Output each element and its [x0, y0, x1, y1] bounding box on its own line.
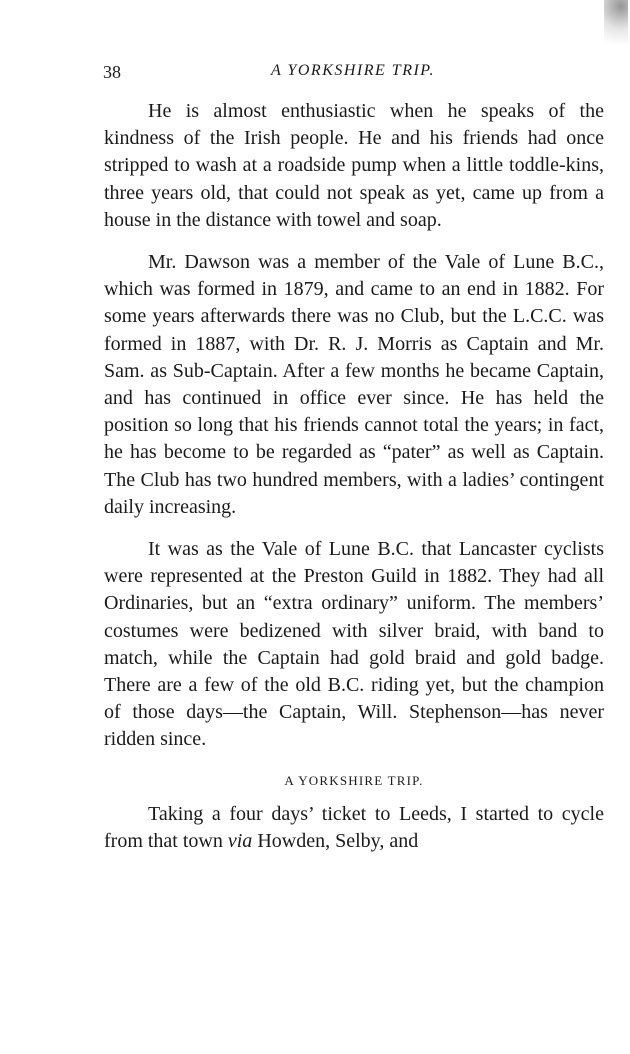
page-number: 38	[103, 62, 121, 82]
running-title: A YORKSHIRE TRIP.	[270, 62, 436, 79]
paragraph-irish-kindness: He is almost enthusiastic when he speaks of the kindness of the Irish people. He and his friends had once stripped to wash at a roadside pump when a little toddle-kins, three years old, that could not speak as yet, came up from a house in the distance with towel and soap.	[104, 100, 604, 231]
paragraph-preston-guild: It was as the Vale of Lune B.C. that Lancaster cyclists were represented at the Preston Guild in 1882. They had all Ordinaries, but an “extra ordinary” uniform. The members’ costumes were bedizened with silver braid, with band to match, while the Captain had gold braid and gold badge. There are a few of the old B.C. riding yet, but the champion of those days—the Captain, Will. Stephenson—has never ridden since.	[104, 538, 604, 751]
paragraph-yorkshire-trip	[104, 801, 604, 855]
page-header	[103, 62, 603, 88]
italic-via: via	[227, 829, 253, 852]
page-edge-smudge	[604, 0, 628, 60]
paragraph-club-history: Mr. Dawson was a member of the Vale of Lune B.C., which was formed in 1879, and came to an end in 1882. For some years afterwards there was no Club, but the L.C.C. was formed in 1887, with Dr. R. J. Morris as Captain and Mr. Sam. as Sub-Captain. After a few months he became Captain, and has continued in office ever since. He has held the position so long that his friends cannot total the years; in fact, he has become to be regarded as “pater” as well as Captain. The Club has two hundred members, with a ladies’ contingent daily increasing.	[104, 251, 604, 518]
opening-text-end: Howden, Selby, and	[252, 829, 419, 852]
body-text	[104, 98, 604, 855]
section-heading: A YORKSHIRE TRIP.	[284, 772, 424, 788]
opening-text: Taking a four days’ ticket to Leeds, I started to cycle from that town	[104, 802, 604, 852]
